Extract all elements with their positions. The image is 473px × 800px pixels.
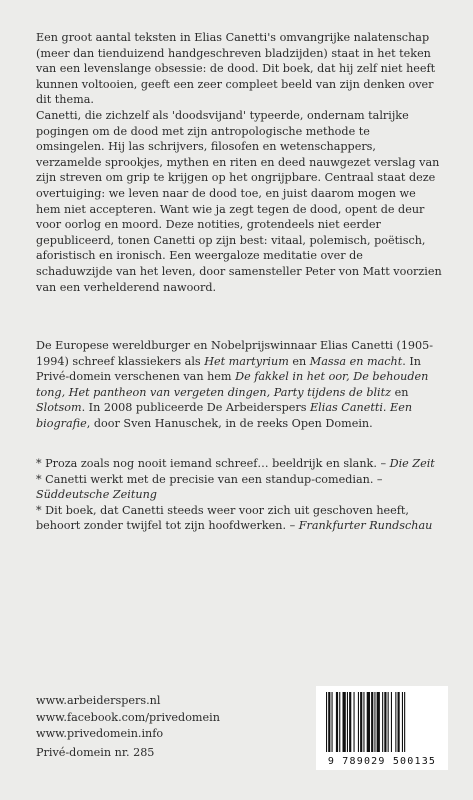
book-title: Elias Canetti. Een biografie — [36, 401, 413, 430]
series-number: Privé-domein nr. 285 — [36, 746, 155, 759]
barcode-bar — [382, 692, 383, 752]
press-quote — [36, 472, 442, 503]
book-title: Slotsom — [36, 401, 82, 415]
barcode-bar — [371, 692, 373, 752]
author-bio — [36, 338, 442, 432]
blurb-paragraph-2: Canetti, die zichzelf als 'doodsvijand' typeerde, ondernam talrijke pogingen om de dood met zijn antropologische methode te omsingelen. Hij las schrijvers, filosofen en wetenschappers, verzamelde sprookjes, mythen en riten en deed nauwgezet verslag van zijn streven om grip te krijgen op het ongrijpbare. Centraal staat deze overtuiging: we leven naar de dood toe, en juist daarom mogen we hem niet accepteren. Want wie ja zegt tegen de dood, opent de deur voor oorlog en moord. Deze notities, grotendeels niet eerder gepubliceerd, tonen Canetti op zijn best: vitaal, polemisch, poëtisch, aforistisch en ironisch. Een weergaloze meditatie over de schaduwzijde van het leven, door samensteller Peter von Matt voorzien van een verhelderend nawoord. — [36, 108, 442, 294]
barcode-bar — [398, 692, 400, 752]
barcode-bar — [388, 692, 389, 752]
press-quote — [36, 503, 442, 534]
barcode-bar — [391, 692, 392, 752]
barcode-bar — [360, 692, 362, 752]
barcode-bar — [343, 692, 346, 752]
book-titles: De fakkel in het oor, De behouden tong, Het pantheon van vergeten dingen, Party tijdens de blitz — [36, 370, 429, 399]
press-quote — [36, 456, 442, 472]
barcode-bars — [324, 692, 440, 752]
blurb — [36, 30, 442, 295]
barcode-bar — [354, 692, 355, 752]
barcode-number: 9 789029 500135 — [327, 756, 437, 767]
barcode-bar — [367, 692, 370, 752]
barcode-bar — [326, 692, 327, 752]
press-quotes — [36, 456, 442, 534]
bio-text: . In 2008 publiceerde De Arbeiderspers — [81, 401, 310, 415]
barcode-bar — [384, 692, 386, 752]
barcode-bar — [402, 692, 403, 752]
blurb-paragraph-1: Een groot aantal teksten in Elias Canetti's omvangrijke nalatenschap (meer dan tienduizend handgeschreven bladzijden) staat in het teken van een levenslange obsessie: de dood. Dit boek, dat hij zelf niet heeft kunnen voltooien, geeft een zeer compleet beeld van zijn denken over dit thema. — [36, 31, 436, 107]
barcode-bar — [328, 692, 330, 752]
bio-text: en — [288, 354, 310, 368]
barcode-bar — [358, 692, 359, 752]
barcode-bar — [363, 692, 364, 752]
book-title: Het martyrium — [204, 354, 289, 368]
link-facebook[interactable]: www.facebook.com/privedomein — [36, 710, 220, 724]
barcode-bar — [377, 692, 380, 752]
quote-text: * Proza zoals nog nooit iemand schreef… beeldrijk en slank. – — [36, 457, 390, 470]
quote-source: Frankfurter Rundschau — [298, 519, 433, 533]
link-privedomein[interactable]: www.privedomein.info — [36, 727, 164, 740]
barcode-bar — [347, 692, 348, 752]
bio-text: , door Sven Hanuschek, in de reeks Open Domein. — [86, 416, 373, 430]
barcode-bar — [374, 692, 375, 752]
barcode-bar — [332, 692, 333, 752]
quote-source: Die Zeit — [389, 457, 435, 470]
barcode-bar — [349, 692, 351, 752]
quote-text: * Canetti werkt met de precisie van een standup-comedian. – — [36, 472, 383, 486]
link-arbeiderspers[interactable]: www.arbeiderspers.nl — [36, 694, 161, 707]
quote-text: * Dit boek, dat Canetti steeds weer voor zich uit geschoven heeft, behoort zonder twijfel tot zijn hoofdwerken. – — [36, 503, 409, 533]
web-links — [36, 693, 220, 743]
book-title: Massa en macht — [309, 354, 403, 368]
barcode — [316, 686, 448, 770]
barcode-bar — [404, 692, 405, 752]
bio-text: en — [391, 385, 409, 399]
barcode-bar — [395, 692, 396, 752]
barcode-bar — [339, 692, 340, 752]
bio-text: De Europese wereldburger en Nobelprijswinnaar Elias Canetti (1905-1994) schreef klassiekers als — [36, 339, 434, 368]
bio-text: . In Privé-domein verschenen van hem — [36, 354, 421, 384]
author-bio-paragraph — [36, 338, 442, 432]
barcode-bar — [336, 692, 338, 752]
quote-source: Süddeutsche Zeitung — [36, 488, 157, 502]
